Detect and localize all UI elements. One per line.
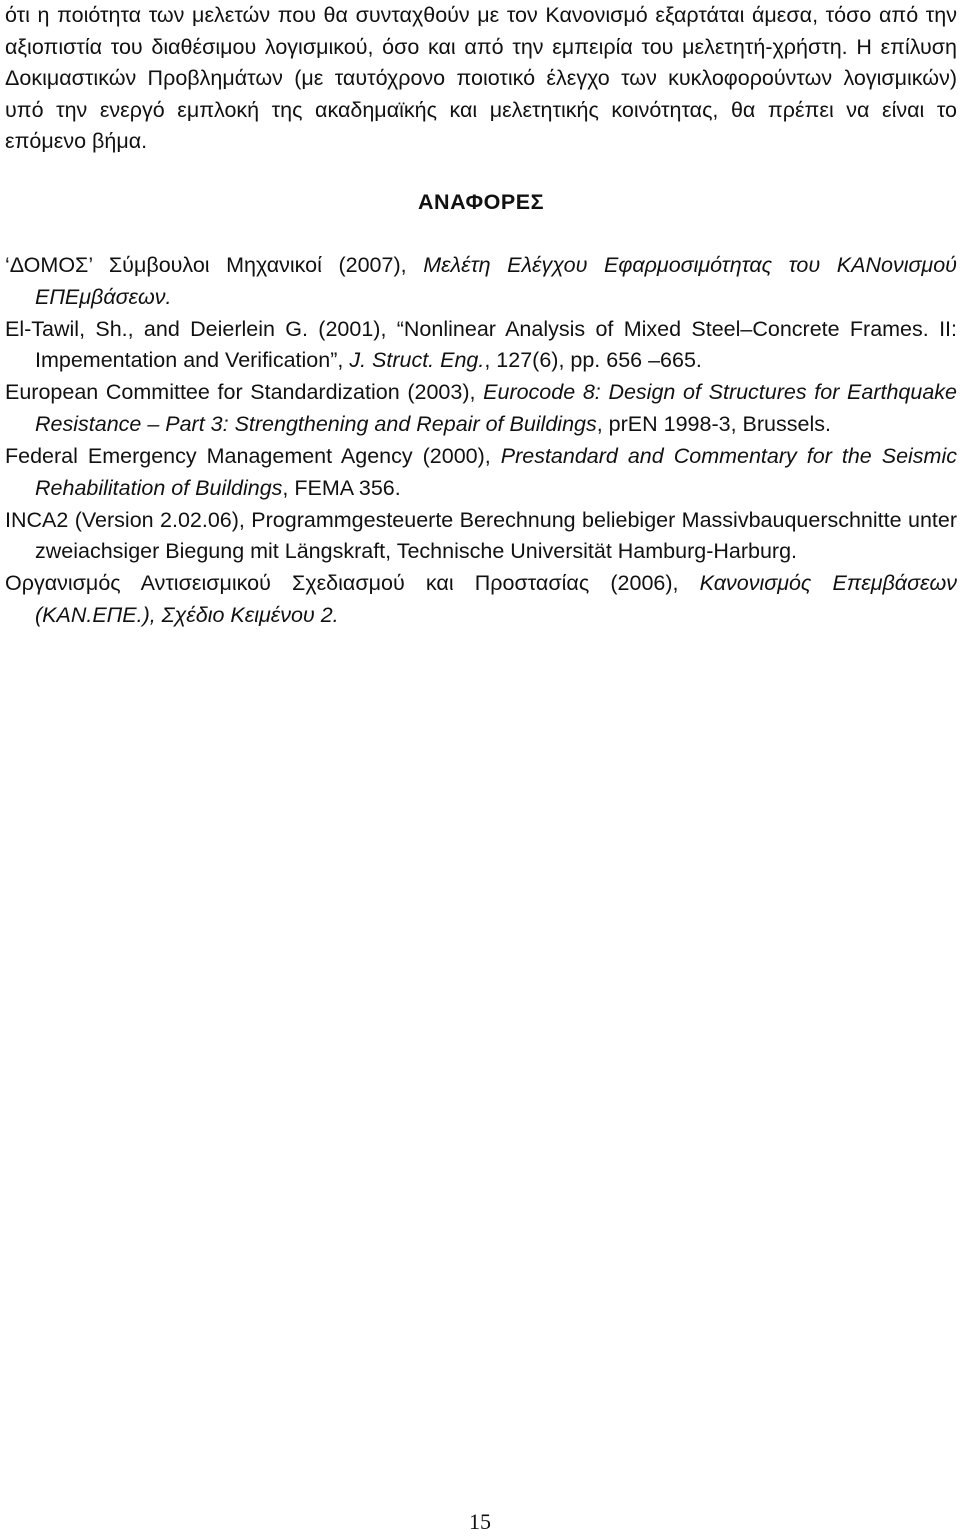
reference-item: [5, 568, 957, 631]
reference-text: Οργανισμός Αντισεισμικού Σχεδιασμού και Προστασίας (2006),: [5, 571, 700, 596]
reference-item: [5, 250, 957, 313]
references-list: [5, 250, 957, 632]
reference-text: INCA2 (Version 2.02.06), Programmgesteuerte Berechnung beliebiger Massivbauquerschnitte unter zweiachsiger Biegung mit Längskraft, Technische Universität Hamburg-Harburg.: [5, 507, 957, 564]
references-heading: ΑΝΑΦΟΡΕΣ: [418, 190, 544, 214]
reference-details: , FEMA 356.: [282, 475, 401, 500]
reference-text: El-Tawil, Sh., and Deierlein G. (2001), “Nonlinear Analysis of Mixed Steel–Concrete Frames. II: Impementation and Verification”,: [5, 316, 957, 373]
reference-title: J. Struct. Eng.: [349, 348, 485, 373]
reference-title: Μελέτη Ελέγχου Εφαρμοσιμότητας του ΚΑΝονισμού ΕΠΕμβάσεων.: [35, 253, 957, 309]
reference-item: [5, 377, 957, 440]
page-number: 15: [469, 1509, 491, 1534]
reference-text: European Committee for Standardization (2003),: [5, 380, 484, 405]
reference-text: ‘ΔΟΜΟΣ’ Σύμβουλοι Μηχανικοί (2007),: [5, 253, 424, 277]
reference-details: , prEN 1998-3, Brussels.: [596, 411, 831, 436]
reference-title: Κανονισμός Επεμβάσεων (ΚΑΝ.ΕΠΕ.), Σχέδιο Κειμένου 2.: [35, 571, 957, 628]
reference-details: , 127(6), pp. 656 –665.: [484, 348, 702, 373]
reference-item: [5, 505, 957, 568]
intro-paragraph: ότι η ποιότητα των μελετών που θα συνταχθούν με τον Κανονισμό εξαρτάται άμεσα, τόσο από την αξιοπιστία του διαθέσιμου λογισμικού, όσο και από την εμπειρία του μελετητή-χρήστη. Η επίλυση Δοκιμαστικών Προβλημάτων (με ταυτόχρονο ποιοτικό έλεγχο των κυκλοφορούντων λογισμικών) υπό την ενεργό εμπλοκή της ακαδημαϊκής και μελετητικής κοινότητας, θα πρέπει να είναι το επόμενο βήμα.: [5, 3, 957, 154]
reference-title: Prestandard and Commentary for the Seismic Rehabilitation of Buildings: [35, 444, 957, 500]
document-page: [5, 0, 957, 628]
reference-item: [5, 441, 957, 504]
reference-title: Eurocode 8: Design of Structures for Earthquake Resistance – Part 3: Strengthening and Repair of Buildings: [35, 380, 957, 436]
reference-text: Federal Emergency Management Agency (2000),: [5, 444, 501, 469]
reference-item: [5, 314, 957, 377]
